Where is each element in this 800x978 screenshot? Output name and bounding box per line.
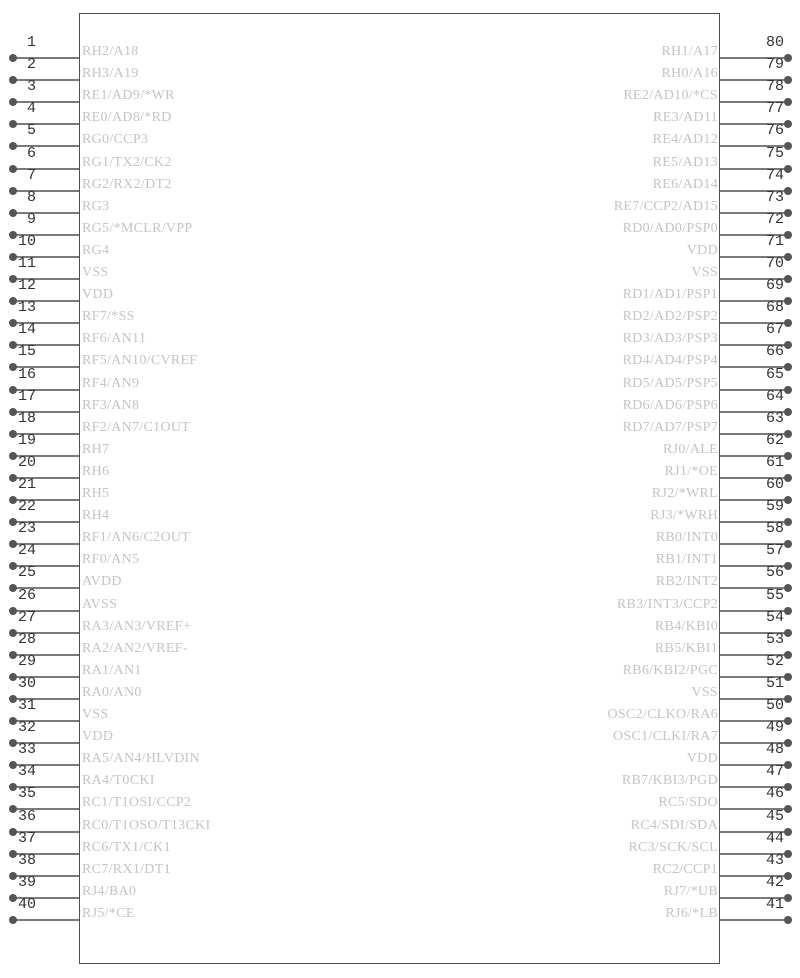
pin-name: RC6/TX1/CK1: [82, 839, 171, 855]
pin-endpoint-dot[interactable]: [784, 629, 792, 637]
pin-number: 42: [765, 873, 784, 891]
pin-name: RC3/SCK/SCL: [628, 839, 718, 855]
pin-name: RC0/T1OSO/T13CKI: [82, 817, 211, 833]
pin-endpoint-dot[interactable]: [784, 452, 792, 460]
pin-number: 65: [765, 365, 784, 383]
pin-endpoint-dot[interactable]: [784, 584, 792, 592]
pin-name: RC5/SDO: [658, 795, 718, 811]
pin-number: 52: [765, 652, 784, 670]
pin-endpoint-dot[interactable]: [784, 142, 792, 150]
pin-name: RA3/AN3/VREF+: [82, 618, 192, 634]
pin-endpoint-dot[interactable]: [784, 253, 792, 261]
pin-number: 8: [27, 188, 37, 206]
pin-number: 18: [18, 409, 37, 427]
pin-number: 58: [765, 520, 784, 538]
pin-name: OSC2/CLKO/RA6: [607, 707, 718, 722]
pin-name: RA0/AN0: [82, 684, 142, 700]
pin-name: VDD: [686, 242, 718, 258]
pin-name: RB0/INT0: [655, 530, 718, 546]
pin-endpoint-dot[interactable]: [784, 894, 792, 902]
pin-endpoint-dot[interactable]: [784, 363, 792, 371]
pin-number: 25: [18, 564, 37, 582]
pin-number: 47: [765, 763, 784, 781]
pin-number: 62: [765, 431, 784, 449]
pin-name: RD3/AD3/PSP3: [622, 331, 718, 347]
pin-name: RF6/AN11: [82, 331, 147, 347]
pin-name: VSS: [82, 265, 109, 280]
pin-number: 31: [18, 697, 37, 714]
pin-endpoint-dot[interactable]: [784, 474, 792, 482]
pin-name: RJ7/*UB: [663, 883, 718, 899]
pin-endpoint-dot[interactable]: [784, 341, 792, 349]
pin-name: RH3/A19: [82, 66, 139, 82]
pin-name: RE5/AD13: [652, 154, 718, 170]
pin-number: 60: [765, 476, 784, 493]
pin-number: 46: [765, 785, 784, 803]
pin-number: 23: [18, 520, 37, 538]
pin-name: VSS: [691, 265, 718, 280]
pin-number: 48: [765, 741, 784, 759]
pin-number: 72: [765, 210, 784, 228]
pin-endpoint-dot[interactable]: [784, 562, 792, 570]
pin-number: 34: [18, 763, 37, 781]
pin-number: 55: [765, 586, 784, 604]
pin-endpoint-dot[interactable]: [784, 430, 792, 438]
pin-name: RE2/AD10/*CS: [623, 88, 718, 104]
pin-number: 70: [765, 255, 784, 272]
pin-name: RD0/AD0/PSP0: [622, 220, 718, 236]
pin-number: 74: [765, 166, 784, 184]
pin-endpoint-dot[interactable]: [784, 408, 792, 416]
pin-endpoint-dot[interactable]: [784, 850, 792, 858]
pin-number: 79: [765, 56, 784, 74]
pin-name: RF3/AN8: [82, 397, 140, 413]
pin-name: AVSS: [82, 596, 118, 612]
pin-endpoint-dot[interactable]: [784, 120, 792, 128]
pin-number: 32: [18, 719, 37, 737]
pin-endpoint-dot[interactable]: [784, 231, 792, 239]
pin-endpoint-dot[interactable]: [784, 496, 792, 504]
pin-name: RD4/AD4/PSP4: [622, 353, 718, 369]
pin-72: [0, 210, 800, 243]
pin-number: 67: [765, 321, 784, 339]
pin-name: RH1/A17: [661, 44, 718, 59]
pin-name: RJ4/BA0: [82, 883, 137, 899]
pin-number: 16: [18, 365, 37, 383]
pin-number: 45: [765, 807, 784, 825]
pin-endpoint-dot[interactable]: [784, 319, 792, 327]
pin-endpoint-dot[interactable]: [784, 739, 792, 747]
pin-name: RG0/CCP3: [82, 132, 149, 148]
pin-endpoint-dot[interactable]: [784, 761, 792, 769]
pin-endpoint-dot[interactable]: [784, 651, 792, 659]
pin-name: RH6: [82, 463, 110, 479]
pin-endpoint-dot[interactable]: [784, 717, 792, 725]
pin-name: RJ5/*CE: [82, 905, 135, 921]
pin-endpoint-dot[interactable]: [784, 518, 792, 526]
pin-name: RA5/AN4/HLVDIN: [82, 751, 201, 767]
pin-74: [0, 166, 800, 199]
pin-name: VDD: [686, 751, 718, 767]
pin-number: 2: [27, 56, 37, 74]
pin-number: 49: [765, 719, 784, 737]
pin-name: RJ2/*WRL: [651, 486, 718, 501]
pin-number: 24: [18, 542, 37, 560]
pin-number: 37: [18, 829, 37, 847]
pin-name: RE1/AD9/*WR: [82, 88, 175, 104]
pin-number: 13: [18, 299, 37, 317]
pin-number: 7: [27, 166, 37, 184]
pin-number: 76: [765, 122, 784, 140]
pin-number: 73: [765, 188, 784, 206]
pin-name: RC2/CCP1: [652, 861, 718, 877]
pin-number: 43: [765, 851, 784, 869]
pin-number: 41: [765, 895, 784, 913]
pin-number: 39: [18, 873, 37, 891]
pin-name: RE6/AD14: [652, 176, 718, 192]
pin-endpoint-dot[interactable]: [784, 673, 792, 681]
pin-number: 1: [27, 34, 37, 51]
pin-name: RB2/INT2: [655, 574, 718, 590]
pin-number: 59: [765, 498, 784, 516]
pin-name: RH2/A18: [82, 44, 139, 59]
pin-75: [0, 144, 800, 177]
pin-name: RH5: [82, 486, 110, 501]
pin-name: RB5/KBI1: [654, 640, 718, 656]
pin-name: VSS: [691, 684, 718, 700]
pin-endpoint-dot[interactable]: [784, 98, 792, 106]
pin-name: RJ0/ALE: [663, 441, 718, 457]
pin-number: 80: [765, 34, 784, 51]
pin-endpoint-dot[interactable]: [784, 916, 792, 924]
pin-number: 38: [18, 851, 37, 869]
pin-number: 12: [18, 277, 37, 295]
pin-name: RF0/AN5: [82, 552, 140, 568]
pin-name: RG3: [82, 198, 110, 214]
pin-number: 21: [18, 476, 37, 493]
pin-number: 30: [18, 674, 37, 692]
pin-number: 6: [27, 144, 37, 162]
pin-name: RH0/A16: [661, 66, 718, 82]
pin-name: RE7/CCP2/AD15: [613, 198, 718, 214]
pin-number: 64: [765, 387, 784, 405]
pin-name: RE3/AD11: [653, 110, 718, 126]
pin-name: RF1/AN6/C2OUT: [82, 530, 191, 546]
pin-number: 51: [765, 674, 784, 692]
pin-name: RF5/AN10/CVREF: [82, 353, 198, 369]
pin-73: [0, 188, 800, 221]
pin-name: RD1/AD1/PSP1: [622, 287, 718, 303]
pin-endpoint-dot[interactable]: [784, 695, 792, 703]
pin-number: 28: [18, 630, 37, 648]
pin-name: RA2/AN2/VREF-: [82, 640, 188, 656]
pin-number: 14: [18, 321, 37, 339]
pin-78: [0, 78, 800, 110]
pin-name: RG2/RX2/DT2: [82, 176, 172, 192]
pin-number: 26: [18, 586, 37, 604]
pin-endpoint-dot[interactable]: [784, 187, 792, 195]
pin-name: RC1/T1OSI/CCP2: [82, 795, 192, 811]
pin-name: RD6/AD6/PSP6: [622, 397, 718, 413]
pin-number: 17: [18, 387, 37, 405]
pin-name: VDD: [82, 287, 114, 303]
pin-name: AVDD: [82, 574, 122, 590]
pin-number: 69: [765, 277, 784, 295]
pin-name: RF2/AN7/C1OUT: [82, 419, 191, 435]
pin-name: RE4/AD12: [652, 132, 718, 148]
pin-name: RD2/AD2/PSP2: [622, 309, 718, 325]
pin-name: RJ6/*LB: [665, 905, 718, 921]
pin-number: 10: [18, 232, 37, 250]
pin-number: 75: [765, 144, 784, 162]
pin-name: RB3/INT3/CCP2: [616, 596, 718, 612]
pin-endpoint-dot[interactable]: [784, 76, 792, 84]
pin-number: 66: [765, 343, 784, 361]
pin-name: RC4/SDI/SDA: [630, 817, 718, 833]
pin-name: RG4: [82, 242, 110, 258]
pin-number: 11: [18, 255, 37, 272]
pin-name: RD7/AD7/PSP7: [622, 419, 718, 435]
pin-lead: [720, 919, 788, 921]
pin-name: RB6/KBI2/PGC: [622, 662, 718, 678]
pin-name: RD5/AD5/PSP5: [622, 375, 718, 391]
pin-endpoint-dot[interactable]: [784, 607, 792, 615]
pin-name: RC7/RX1/DT1: [82, 861, 171, 877]
pin-number: 61: [765, 453, 784, 471]
pin-endpoint-dot[interactable]: [784, 872, 792, 880]
pin-name: RG1/TX2/CK2: [82, 154, 172, 170]
pin-endpoint-dot[interactable]: [784, 275, 792, 283]
pin-number: 36: [18, 807, 37, 825]
pin-endpoint-dot[interactable]: [784, 805, 792, 813]
pin-number: 63: [765, 409, 784, 427]
pin-name: RF7/*SS: [82, 309, 135, 325]
pin-79: [0, 56, 800, 88]
pin-number: 68: [765, 299, 784, 317]
pin-number: 9: [27, 210, 37, 228]
pin-name: RH4: [82, 508, 110, 524]
pin-77: [0, 100, 800, 132]
pin-number: 20: [18, 453, 37, 471]
pin-number: 56: [765, 564, 784, 582]
pin-number: 22: [18, 498, 37, 516]
pin-endpoint-dot[interactable]: [784, 165, 792, 173]
pin-number: 54: [765, 608, 784, 626]
pin-name: RE0/AD8/*RD: [82, 110, 172, 126]
pin-name: OSC1/CLKI/RA7: [612, 729, 718, 745]
pin-name: RH7: [82, 441, 110, 457]
pin-name: RA1/AN1: [82, 662, 142, 678]
pin-number: 27: [18, 608, 37, 626]
pin-name: VDD: [82, 729, 114, 745]
pin-number: 5: [27, 122, 37, 140]
pin-endpoint-dot[interactable]: [784, 297, 792, 305]
pin-name: RB4/KBI0: [654, 618, 718, 634]
pin-number: 50: [765, 697, 784, 714]
pin-endpoint-dot[interactable]: [784, 54, 792, 62]
pin-name: RB1/INT1: [655, 552, 718, 568]
pin-endpoint-dot[interactable]: [784, 828, 792, 836]
pin-endpoint-dot[interactable]: [784, 386, 792, 394]
pin-number: 29: [18, 652, 37, 670]
pin-number: 35: [18, 785, 37, 803]
pin-number: 40: [18, 895, 37, 913]
pin-number: 15: [18, 343, 37, 361]
pin-number: 78: [765, 78, 784, 96]
pin-80: [0, 34, 800, 66]
pin-76: [0, 122, 800, 154]
pin-number: 77: [765, 100, 784, 118]
pin-endpoint-dot[interactable]: [784, 783, 792, 791]
pin-number: 53: [765, 630, 784, 648]
pin-number: 57: [765, 542, 784, 560]
pin-number: 19: [18, 431, 37, 449]
pin-number: 71: [765, 232, 784, 250]
pin-number: 4: [27, 100, 37, 118]
pin-number: 44: [765, 829, 784, 847]
pin-name: VSS: [82, 707, 109, 722]
pin-name: RG5/*MCLR/VPP: [82, 220, 193, 236]
pin-name: RA4/T0CKI: [82, 773, 155, 789]
pin-name: RJ1/*OE: [664, 463, 718, 479]
pin-number: 3: [27, 78, 37, 96]
pin-name: RJ3/*WRH: [650, 508, 718, 524]
pin-name: RF4/AN9: [82, 375, 140, 391]
pin-endpoint-dot[interactable]: [784, 540, 792, 548]
pin-number: 33: [18, 741, 37, 759]
pin-endpoint-dot[interactable]: [784, 209, 792, 217]
pin-name: RB7/KBI3/PGD: [621, 773, 718, 789]
